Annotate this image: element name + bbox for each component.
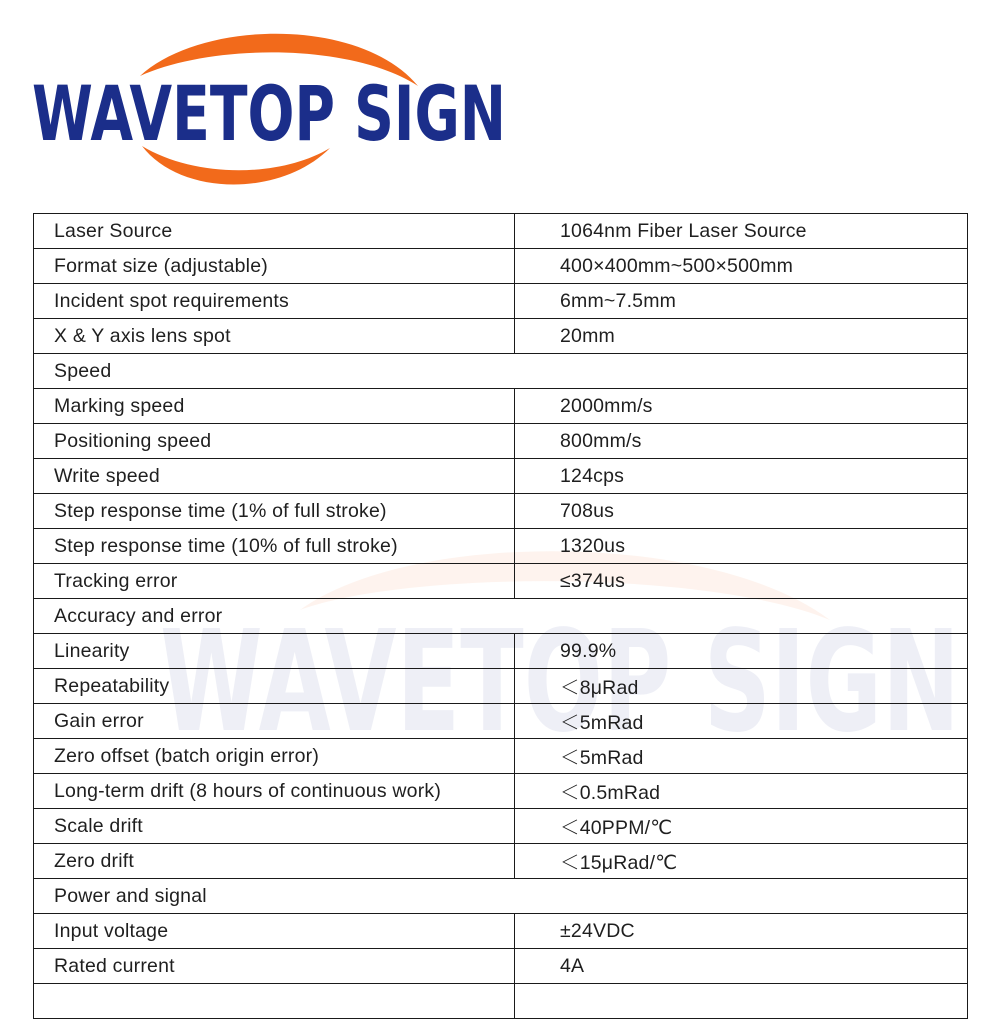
spec-row xyxy=(34,634,968,669)
spec-label: Scale drift xyxy=(34,809,515,844)
spec-row xyxy=(34,459,968,494)
spec-row xyxy=(34,284,968,319)
spec-value: 124cps xyxy=(515,459,968,494)
spec-label: Laser Source xyxy=(34,214,515,249)
spec-label: Rated current xyxy=(34,949,515,984)
spec-row xyxy=(34,669,968,704)
spec-value xyxy=(515,984,968,1019)
section-header-row xyxy=(34,599,968,634)
spec-row xyxy=(34,494,968,529)
spec-value: ＜5mRad xyxy=(515,739,968,774)
spec-row xyxy=(34,844,968,879)
spec-row xyxy=(34,389,968,424)
logo-text: WAVETOP SIGN xyxy=(32,69,506,158)
spec-label: Gain error xyxy=(34,704,515,739)
spec-label: Format size (adjustable) xyxy=(34,249,515,284)
specification-table xyxy=(33,213,968,1019)
spec-row xyxy=(34,949,968,984)
spec-label: Write speed xyxy=(34,459,515,494)
spec-value: 1320us xyxy=(515,529,968,564)
section-title: Power and signal xyxy=(34,879,968,914)
spec-label: Incident spot requirements xyxy=(34,284,515,319)
spec-row xyxy=(34,914,968,949)
section-header-row xyxy=(34,879,968,914)
spec-label: Repeatability xyxy=(34,669,515,704)
spec-value: 99.9% xyxy=(515,634,968,669)
spec-value: ＜0.5mRad xyxy=(515,774,968,809)
spec-label: X & Y axis lens spot xyxy=(34,319,515,354)
spec-value: 1064nm Fiber Laser Source xyxy=(515,214,968,249)
spec-value: 4A xyxy=(515,949,968,984)
spec-value: 6mm~7.5mm xyxy=(515,284,968,319)
spec-table-body xyxy=(34,214,968,1019)
spec-label: Linearity xyxy=(34,634,515,669)
spec-value: ＜40PPM/℃ xyxy=(515,809,968,844)
spec-value: 2000mm/s xyxy=(515,389,968,424)
spec-row xyxy=(34,984,968,1019)
spec-label: Input voltage xyxy=(34,914,515,949)
spec-label: Zero offset (batch origin error) xyxy=(34,739,515,774)
spec-value: 400×400mm~500×500mm xyxy=(515,249,968,284)
spec-value: 800mm/s xyxy=(515,424,968,459)
spec-value: ＜5mRad xyxy=(515,704,968,739)
wavetop-sign-logo xyxy=(30,28,510,198)
spec-value: ＜15μRad/℃ xyxy=(515,844,968,879)
spec-label: Positioning speed xyxy=(34,424,515,459)
spec-row xyxy=(34,214,968,249)
spec-label: Tracking error xyxy=(34,564,515,599)
spec-label: Marking speed xyxy=(34,389,515,424)
spec-label: Step response time (1% of full stroke) xyxy=(34,494,515,529)
spec-label xyxy=(34,984,515,1019)
spec-row xyxy=(34,564,968,599)
spec-row xyxy=(34,319,968,354)
spec-label: Long-term drift (8 hours of continuous work) xyxy=(34,774,515,809)
spec-value: ±24VDC xyxy=(515,914,968,949)
spec-row xyxy=(34,424,968,459)
spec-row xyxy=(34,774,968,809)
spec-label: Step response time (10% of full stroke) xyxy=(34,529,515,564)
spec-row xyxy=(34,704,968,739)
spec-row xyxy=(34,249,968,284)
spec-row xyxy=(34,809,968,844)
spec-label: Zero drift xyxy=(34,844,515,879)
spec-row xyxy=(34,529,968,564)
section-header-row xyxy=(34,354,968,389)
spec-value: ≤374us xyxy=(515,564,968,599)
spec-value: 20mm xyxy=(515,319,968,354)
section-title: Speed xyxy=(34,354,968,389)
spec-value: 708us xyxy=(515,494,968,529)
spec-value: ＜8μRad xyxy=(515,669,968,704)
spec-row xyxy=(34,739,968,774)
section-title: Accuracy and error xyxy=(34,599,968,634)
watermark-text: WAVETOP SIGN xyxy=(160,601,960,764)
